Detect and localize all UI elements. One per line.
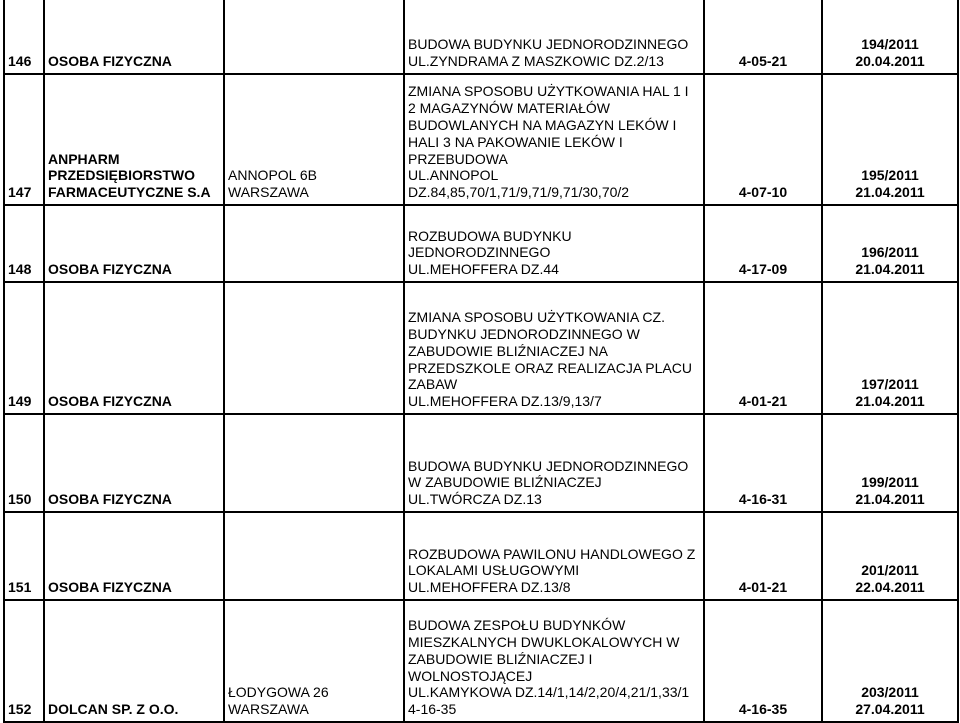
decision-date: 21.04.2011 <box>855 491 925 508</box>
code-cell: 4-05-21 <box>704 0 822 74</box>
address-cell <box>224 512 404 600</box>
code-cell: 4-01-21 <box>704 512 822 600</box>
decision-number: 201/2011 <box>861 562 919 579</box>
decision-cell <box>822 205 958 282</box>
address-cell <box>224 205 404 282</box>
code-cell: 4-16-31 <box>704 414 822 512</box>
row-number: 146 <box>4 0 44 74</box>
decision-cell <box>822 600 958 722</box>
description-cell: ROZBUDOWA PAWILONU HANDLOWEGO Z LOKALAMI USŁUGOWYMI UL.MEHOFFERA DZ.13/8 <box>404 512 704 600</box>
decision-cell <box>822 74 958 205</box>
address-cell <box>224 0 404 74</box>
code-cell: 4-17-09 <box>704 205 822 282</box>
decision-number: 197/2011 <box>861 376 919 393</box>
decision-number: 199/2011 <box>861 474 919 491</box>
investor-cell: OSOBA FIZYCZNA <box>44 414 224 512</box>
investor-cell: OSOBA FIZYCZNA <box>44 282 224 414</box>
address-cell: ŁODYGOWA 26 WARSZAWA <box>224 600 404 722</box>
row-number: 147 <box>4 74 44 205</box>
decision-date: 21.04.2011 <box>855 184 925 201</box>
decision-cell <box>822 414 958 512</box>
table-row <box>4 282 958 414</box>
table-row <box>4 414 958 512</box>
decision-cell <box>822 512 958 600</box>
code-cell: 4-16-35 <box>704 600 822 722</box>
decision-date: 20.04.2011 <box>855 53 925 70</box>
address-cell <box>224 282 404 414</box>
investor-cell: OSOBA FIZYCZNA <box>44 205 224 282</box>
table-row <box>4 205 958 282</box>
decision-cell <box>822 0 958 74</box>
table-row <box>4 600 958 722</box>
row-number: 148 <box>4 205 44 282</box>
description-cell: BUDOWA BUDYNKU JEDNORODZINNEGO W ZABUDOWIE BLIŹNIACZEJ UL.TWÓRCZA DZ.13 <box>404 414 704 512</box>
description-cell: ROZBUDOWA BUDYNKU JEDNORODZINNEGO UL.MEHOFFERA DZ.44 <box>404 205 704 282</box>
code-cell: 4-01-21 <box>704 282 822 414</box>
table-row <box>4 74 958 205</box>
code-cell: 4-07-10 <box>704 74 822 205</box>
row-number: 151 <box>4 512 44 600</box>
decision-number: 203/2011 <box>861 684 919 701</box>
decision-date: 27.04.2011 <box>855 701 925 718</box>
address-cell <box>224 414 404 512</box>
decision-date: 21.04.2011 <box>855 261 925 278</box>
investor-cell: OSOBA FIZYCZNA <box>44 0 224 74</box>
decision-date: 22.04.2011 <box>855 579 925 596</box>
description-cell: BUDOWA BUDYNKU JEDNORODZINNEGO UL.ZYNDRAMA Z MASZKOWIC DZ.2/13 <box>404 0 704 74</box>
description-cell: ZMIANA SPOSOBU UŻYTKOWANIA HAL 1 I 2 MAGAZYNÓW MATERIAŁÓW BUDOWLANYCH NA MAGAZYN LEKÓW I HALI 3 NA PAKOWANIE LEKÓW I PRZEBUDOWA UL.ANNOPOL DZ.84,85,70/1,71/9,71/9,71/30,70/2 <box>404 74 704 205</box>
decision-date: 21.04.2011 <box>855 393 925 410</box>
description-cell: BUDOWA ZESPOŁU BUDYNKÓW MIESZKALNYCH DWUKLOKALOWYCH W ZABUDOWIE BLIŹNIACZEJ I WOLNOSTOJĄCEJ UL.KAMYKOWA DZ.14/1,14/2,20/4,21/1,33/1 4-16-35 <box>404 600 704 722</box>
decision-number: 194/2011 <box>861 36 919 53</box>
description-cell: ZMIANA SPOSOBU UŻYTKOWANIA CZ. BUDYNKU JEDNORODZINNEGO W ZABUDOWIE BLIŹNIACZEJ NA PRZEDSZKOLE ORAZ REALIZACJA PLACU ZABAW UL.MEHOFFERA DZ.13/9,13/7 <box>404 282 704 414</box>
address-cell: ANNOPOL 6B WARSZAWA <box>224 74 404 205</box>
table-row <box>4 512 958 600</box>
row-number: 152 <box>4 600 44 722</box>
investor-cell: ANPHARM PRZEDSIĘBIORSTWO FARMACEUTYCZNE S.A <box>44 74 224 205</box>
decision-number: 195/2011 <box>861 167 919 184</box>
investor-cell: DOLCAN SP. Z O.O. <box>44 600 224 722</box>
investor-cell: OSOBA FIZYCZNA <box>44 512 224 600</box>
permits-table <box>3 0 959 723</box>
decision-cell <box>822 282 958 414</box>
decision-number: 196/2011 <box>861 244 919 261</box>
row-number: 150 <box>4 414 44 512</box>
row-number: 149 <box>4 282 44 414</box>
table-row <box>4 0 958 74</box>
